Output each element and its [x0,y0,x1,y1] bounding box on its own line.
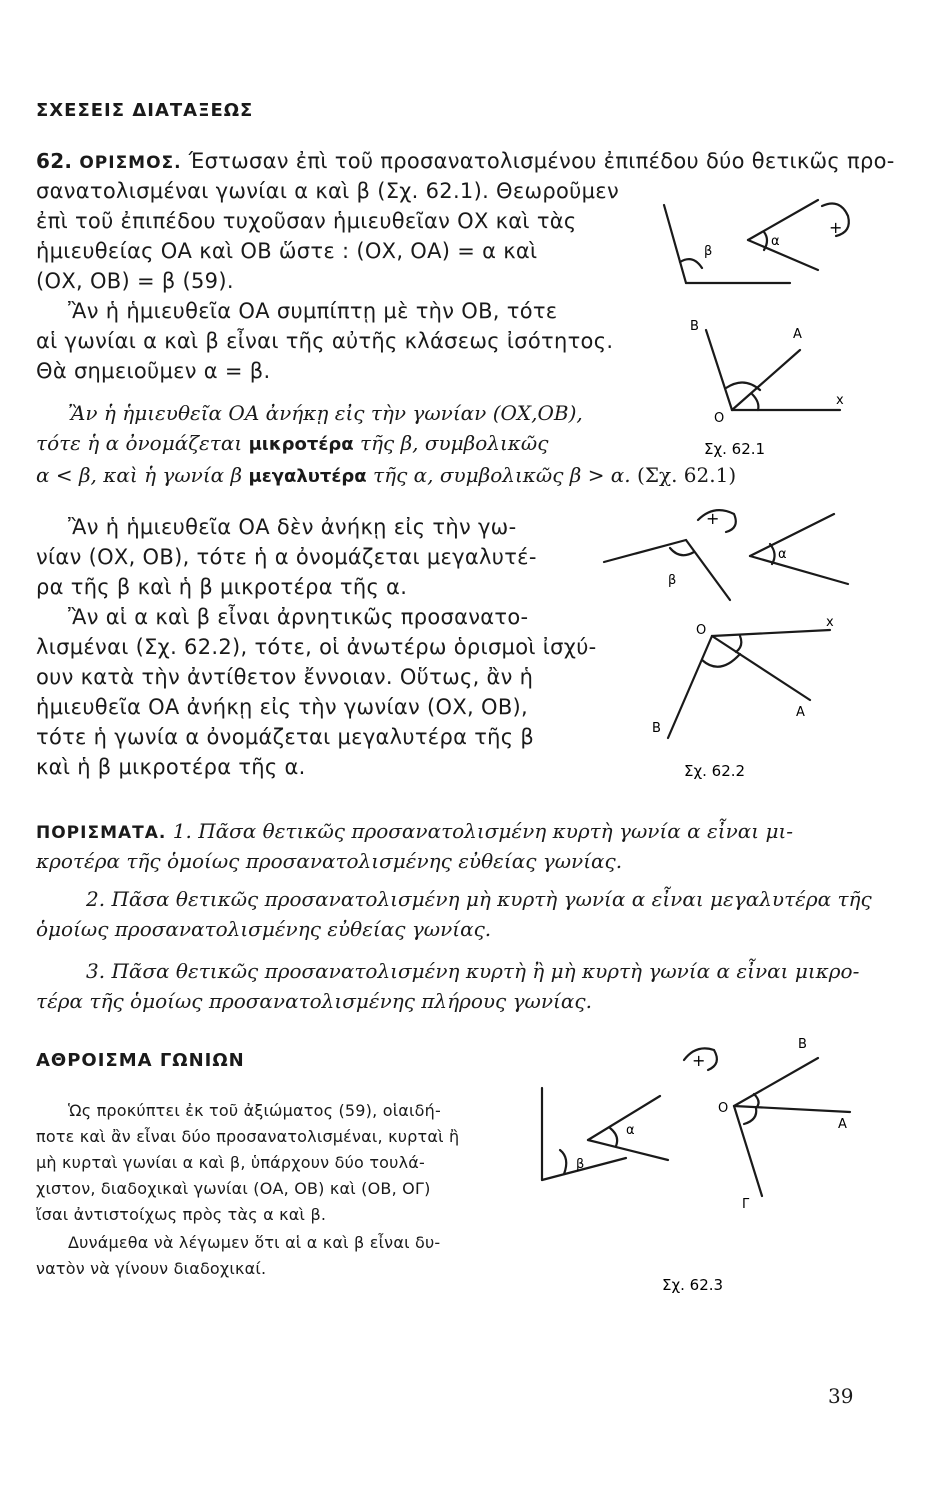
corollary-text: τέρα τῆς ὁμοίως προσανατολισμένης πλήρους γωνίας. [36,989,592,1013]
bold-term: μεγαλυτέρα [248,466,367,487]
sum-section-heading: ΑΘΡΟΙΣΜΑ ΓΩΝΙΩΝ [36,1050,245,1071]
definition-italic-line: Ἂν ἡ ἡμιευθεῖα ΟΑ ἀνήκῃ εἰς τὴν γωνίαν (ΟΧ,ΟΒ), [68,401,583,425]
fig3-alpha-ray-bottom [588,1140,668,1160]
fig1-alpha-label: α [771,234,780,249]
definition-number: 62. [36,149,73,173]
definition-heading: ΟΡΙΣΜΟΣ. [79,153,182,173]
bold-term: μικροτέρα [248,434,354,455]
sum-line: νατὸν νὰ γίνουν διαδοχικαί. [36,1259,267,1278]
fig3-beta-label: β [576,1157,585,1172]
definition-line: Ἂν ἡ ἡμιευθεῖα ΟΑ συμπίπτῃ μὲ τὴν ΟΒ, τότε [68,299,558,323]
sum-line: ἴσαι ἀντιστοίχως πρὸς τὰς α καὶ β. [36,1205,327,1224]
sum-line: μὴ κυρταὶ γωνίαι α καὶ β, ὑπάρχουν δύο τουλά- [36,1153,425,1172]
italic-text: τῆς α, συμβολικῶς β > α. [373,463,631,487]
fig2-O-label: Ο [696,623,707,638]
definition-line: Θὰ σημειοῦμεν α = β. [36,359,271,383]
fig3-arc-2 [744,1108,756,1124]
corollary-text: κροτέρα τῆς ὁμοίως προσανατολισμένης εὐθείας γωνίας. [36,849,623,873]
definition-line: (ΟΧ, ΟΒ) = β (59). [36,269,234,293]
fig3-G-label: Γ [742,1197,750,1212]
definition-line: αἱ γωνίαι α καὶ β εἶναι τῆς αὐτῆς κλάσεως ἰσότητος. [36,329,614,353]
fig3-OG-ray [734,1106,762,1196]
fig3-beta-arc [560,1150,566,1174]
paragraph-line: Ἂν ἡ ἡμιευθεῖα ΟΑ δὲν ἀνήκῃ εἰς τὴν γω- [68,515,517,539]
fig1-caption: Σχ. 62.1 [704,440,766,458]
corollary-text: ὁμοίως προσανατολισμένης εὐθείας γωνίας. [36,917,492,941]
fig3-arc-1 [754,1094,759,1108]
fig1-beta-label: β [704,244,713,259]
paragraph-line: ουν κατὰ τὴν ἀντίθετον ἔννοιαν. Οὕτως, ἂν ἡ [36,665,534,689]
fig1-B-label: Β [690,319,699,334]
fig2-B-label: Β [652,721,661,736]
definition-line: ἡμιευθείας ΟΑ καὶ ΟΒ ὥστε : (ΟΧ, ΟΑ) = α καὶ [36,239,538,263]
paragraph-line: ἡμιευθεῖα ΟΑ ἀνήκῃ εἰς τὴν γωνίαν (ΟΧ, ΟΒ), [36,695,528,719]
fig2-plus-label: + [706,509,720,528]
sum-line: χιστον, διαδοχικαὶ γωνίαι (ΟΑ, ΟΒ) καὶ (ΟΒ, ΟΓ) [36,1179,431,1198]
fig3-OA-ray [734,1106,850,1112]
italic-text: α < β, καὶ ἡ γωνία β [36,463,243,487]
fig3-left-diagram [542,1088,668,1180]
paragraph-line: ρα τῆς β καὶ ἡ β μικροτέρα τῆς α. [36,575,408,599]
paragraph-line: νίαν (ΟΧ, ΟΒ), τότε ἡ α ὀνομάζεται μεγαλυτέ- [36,545,537,569]
fig3-caption: Σχ. 62.3 [662,1276,724,1294]
fig3-alpha-label: α [626,1123,635,1138]
fig2-alpha-label: α [778,547,787,562]
definition-line: σανατολισμέναι γωνίαι α καὶ β (Σχ. 62.1). Θεωροῦμεν [36,179,619,203]
definition-line: ἐπὶ τοῦ ἐπιπέδου τυχοῦσαν ἡμιευθεῖαν ΟΧ καὶ τὰς [36,209,577,233]
corollary-number: 1. [172,819,192,843]
fig1-A-label: Α [793,327,802,342]
corollaries-heading: ΠΟΡΙΣΜΑΤΑ. [36,823,167,843]
sum-line: Δυνάμεθα νὰ λέγωμεν ὅτι αἱ α καὶ β εἶναι δυ- [68,1233,441,1252]
fig1-O-label: Ο [714,411,725,426]
fig1-plus-label: + [829,218,843,237]
definition-line: Έστωσαν ἐπὶ τοῦ προσανατολισμένου ἐπιπέδου δύο θετικῶς προ- [188,149,895,173]
sum-line: Ὡς προκύπτει ἐκ τοῦ ἀξιώματος (59), οἱαιδή- [68,1101,441,1120]
fig3-B-label: Β [798,1037,807,1052]
fig2-x-label: x [826,615,834,630]
corollary-number: 2. [86,887,106,911]
fig3-O-label: Ο [718,1101,729,1116]
fig3-right-diagram [684,1048,850,1196]
corollary-text: Πᾶσα θετικῶς προσανατολισμένη κυρτὴ γωνία α εἶναι μι- [198,819,794,843]
page-number: 39 [828,1384,854,1408]
sum-line: ποτε καὶ ἂν εἶναι δύο προσανατολισμέναι, κυρταὶ ἢ [36,1127,460,1146]
paragraph-line: λισμέναι (Σχ. 62.2), τότε, οἱ ἀνωτέρω ὁρισμοὶ ἰσχύ- [36,635,597,659]
italic-text: τῆς β, συμβολικῶς [359,431,549,455]
fig3-alpha-arc [610,1128,617,1146]
page-section-title: ΣΧΕΣΕΙΣ ΔΙΑΤΑΞΕΩΣ [36,100,254,121]
fig2-A-label: Α [796,705,805,720]
fig2-caption: Σχ. 62.2 [684,762,746,780]
italic-text: τότε ἡ α ὀνομάζεται [36,431,243,455]
corollary-text: Πᾶσα θετικῶς προσανατολισμένη κυρτὴ ἢ μὴ κυρτὴ γωνία α εἶναι μικρο- [111,959,860,983]
figure-reference: (Σχ. 62.1) [637,463,737,487]
paragraph-line: Ἂν αἱ α καὶ β εἶναι ἀρνητικῶς προσανατο- [68,605,529,629]
paragraph-line: τότε ἡ γωνία α ὀνομάζεται μεγαλυτέρα τῆς β [36,725,535,749]
corollary-text: Πᾶσα θετικῶς προσανατολισμένη μὴ κυρτὴ γωνία α εἶναι μεγαλυτέρα τῆς [111,887,872,911]
fig2-beta-label: β [668,573,677,588]
fig3-alpha-ray-top [588,1096,660,1140]
corollary-number: 3. [86,959,106,983]
paragraph-line: καὶ ἡ β μικροτέρα τῆς α. [36,755,306,779]
fig3-OB-ray [734,1058,818,1106]
fig3-plus-label: + [692,1051,706,1070]
fig1-x-label: x [836,393,844,408]
fig3-A-label: Α [838,1117,847,1132]
